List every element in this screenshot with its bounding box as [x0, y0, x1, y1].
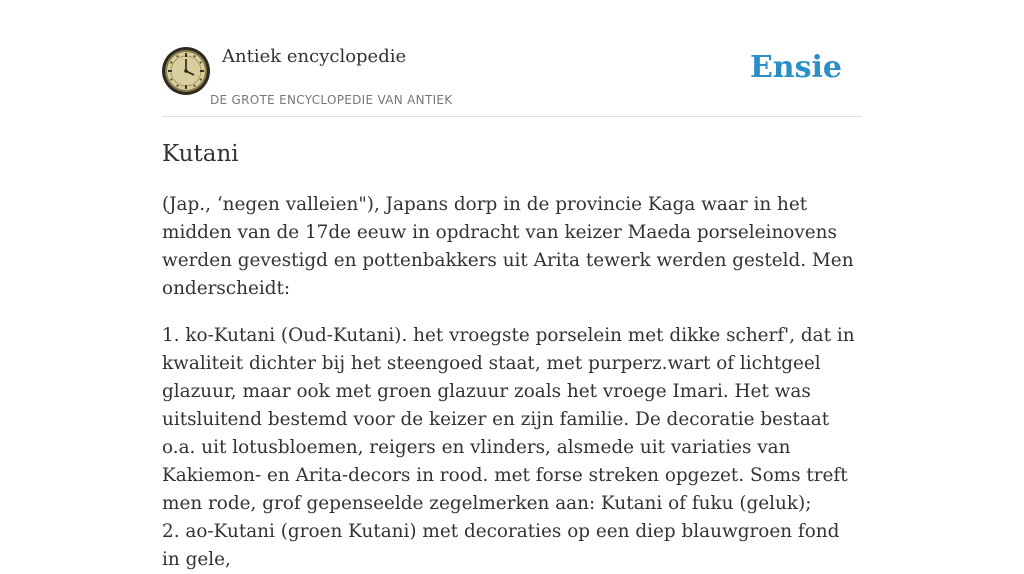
article-paragraph: 2. ao-Kutani (groen Kutani) met decoraties op een diep blauwgroen fond in gele, [162, 521, 840, 570]
brand-logo[interactable]: Ensie [749, 50, 842, 85]
article-title: Kutani [162, 141, 239, 167]
article-paragraph: 1. ko-Kutani (Oud-Kutani). het vroegste porselein met dikke scherf', dat in kwaliteit dichter bij het steengoed staat, met purperz.wart of lichtgeel glazuur, maar ook met groen glazuur zoals het vroege Imari. Het was uitsluitend bestemd voor de keizer en zijn familie. De decoratie bestaat o.a. uit lotusbloemen, reigers en vlinders, alsmede uit variaties van Kakiemon- en Arita-decors in rood. met forse streken opgezet. Soms treft men rode, grof gepenseelde zegelmerken aan: Kutani of fuku (geluk); [162, 325, 855, 514]
antique-clock-icon[interactable] [162, 47, 210, 95]
site-subtitle: DE GROTE ENCYCLOPEDIE VAN ANTIEK [210, 93, 453, 107]
article [162, 137, 862, 574]
article-paragraph: (Jap., ‘negen valleien"), Japans dorp in de provincie Kaga waar in het midden van de 17de eeuw in opdracht van keizer Maeda porseleinovens werden gevestigd en pottenbakkers uit Arita tewerk werden gesteld. Men onderscheidt: [162, 194, 854, 299]
site-header [162, 0, 862, 117]
site-title[interactable]: Antiek encyclopedie [222, 46, 407, 67]
